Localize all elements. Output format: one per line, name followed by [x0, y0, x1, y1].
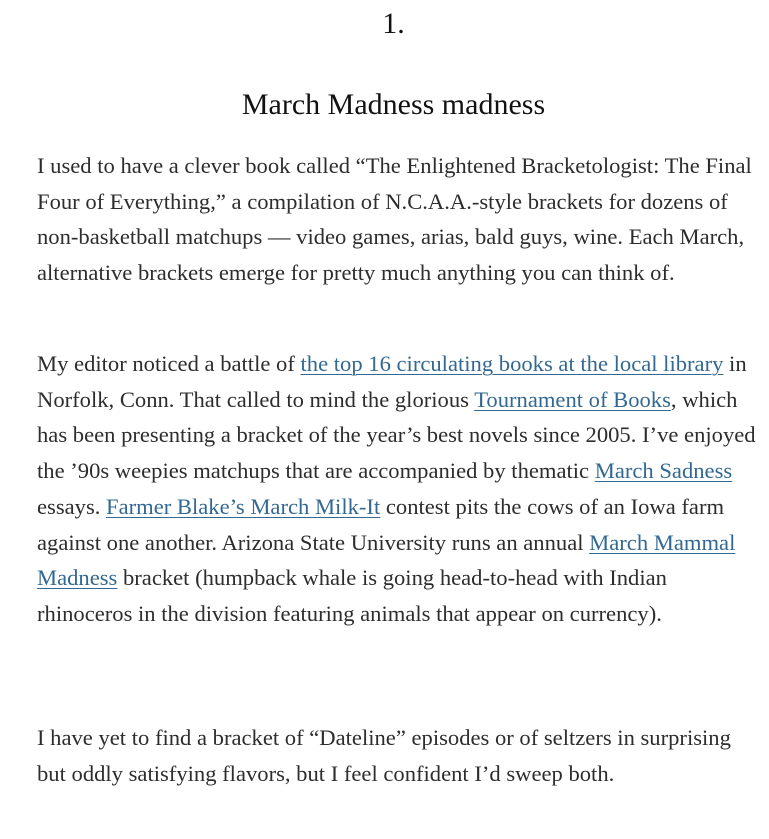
paragraph-text: , which has been presenting a bracket of the year’s best novels since 2005. I’ve enjoyed the ’90s weepies matchups that are accompanied by thematic — [37, 386, 756, 484]
paragraph-text: My editor noticed a battle of — [37, 351, 301, 376]
march-sadness-link[interactable]: March Sadness — [594, 458, 733, 484]
section-number: 1. — [382, 7, 405, 40]
library-books-link[interactable]: the top 16 circulating books at the local library — [300, 351, 724, 376]
march-mammal-madness-link[interactable]: March Mammal Madness — [37, 529, 736, 591]
article-headline: March Madness madness — [241, 88, 546, 121]
paragraph-text: essays. — [37, 493, 107, 519]
paragraph-text: bracket (humpback whale is going head-to-head with Indian rhinoceros in the division featuring animals that appear on currency). — [37, 565, 667, 626]
paragraph-text: in Norfolk, Conn. That called to mind the glorious — [37, 351, 747, 412]
tournament-of-books-link[interactable]: Tournament of Books — [474, 386, 671, 412]
paragraph-intro: I used to have a clever book called “The Enlightened Bracketologist: The Final Four of Everything,” a compilation of N.C.A.A.-style brackets for dozens of non-basketball matchups — video games, arias, bald guys, wine. Each March, alternative brackets emerge for pretty much anything you can think of. — [37, 153, 752, 286]
paragraph-brackets — [37, 346, 759, 632]
paragraph-text: contest pits the cows of an Iowa farm against one another. Arizona State University runs an annual — [37, 493, 725, 555]
march-milk-it-link[interactable]: Farmer Blake’s March Milk-It — [106, 493, 381, 519]
paragraph-closing: I have yet to find a bracket of “Dateline” episodes or of seltzers in surprising but oddly satisfying flavors, but I feel confident I’d sweep both. — [37, 725, 731, 786]
